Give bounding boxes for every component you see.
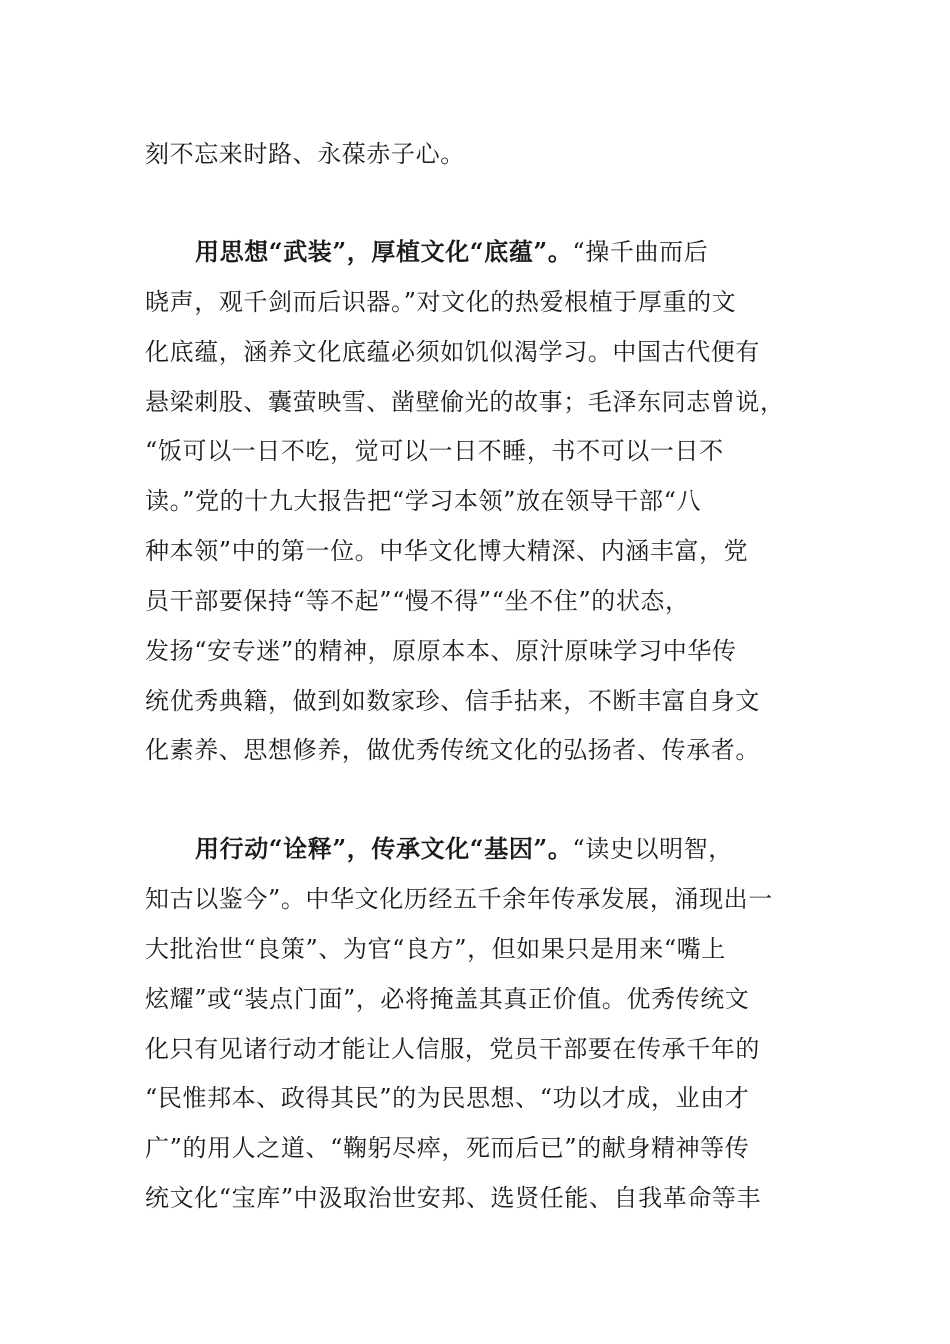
- paragraph-line: 种本领”中的第一位。中华文化博大精深、内涵丰富，党: [145, 537, 749, 565]
- paragraph-line: 悬梁刺股、囊萤映雪、凿壁偷光的故事；毛泽东同志曾说，: [145, 388, 785, 416]
- paragraph-line: 员干部要保持“等不起”“慢不得”“坐不住”的状态，: [145, 587, 690, 615]
- section-first-line: [195, 236, 875, 268]
- paragraph-line: “饭可以一日不吃，觉可以一日不睡，书不可以一日不: [145, 437, 724, 465]
- section-heading: 用行动“诠释”，传承文化“基因”。: [195, 834, 573, 863]
- paragraph-line: 广”的用人之道、“鞠躬尽瘁，死而后已”的献身精神等传: [145, 1134, 750, 1162]
- section-first-line: [195, 833, 875, 865]
- paragraph-line: 刻不忘来时路、永葆赤子心。: [145, 140, 465, 168]
- paragraph-line: 化只有见诸行动才能让人信服，党员干部要在传承千年的: [145, 1035, 760, 1063]
- paragraph-line: 化素养、思想修养，做优秀传统文化的弘扬者、传承者。: [145, 736, 760, 764]
- paragraph-text: “读史以明智，: [572, 835, 733, 863]
- paragraph-line: 统优秀典籍，做到如数家珍、信手拈来，不断丰富自身文: [145, 687, 760, 715]
- paragraph-line: 炫耀”或“装点门面”，必将掩盖其真正价值。优秀传统文: [145, 985, 750, 1013]
- paragraph-line: 晓声，观千剑而后识器。”对文化的热爱根植于厚重的文: [145, 288, 737, 316]
- paragraph-line: 知古以鉴今”。中华文化历经五千余年传承发展，涌现出一: [145, 885, 773, 913]
- paragraph-text: “操千曲而后: [572, 238, 709, 266]
- paragraph-line: 大批治世“良策”、为官“良方”，但如果只是用来“嘴上: [145, 935, 726, 963]
- section-heading: 用思想“武装”，厚植文化“底蕴”。: [195, 237, 573, 266]
- paragraph-line: “民惟邦本、政得其民”的为民思想、“功以才成，业由才: [145, 1084, 750, 1112]
- paragraph-line: 统文化“宝库”中汲取治世安邦、选贤任能、自我革命等丰: [145, 1184, 762, 1212]
- paragraph-line: 化底蕴，涵养文化底蕴必须如饥似渴学习。中国古代便有: [145, 338, 760, 366]
- paragraph-line: 读。”党的十九大报告把“学习本领”放在领导干部“八: [145, 487, 702, 515]
- paragraph-line: 发扬“安专迷”的精神，原原本本、原汁原味学习中华传: [145, 637, 737, 665]
